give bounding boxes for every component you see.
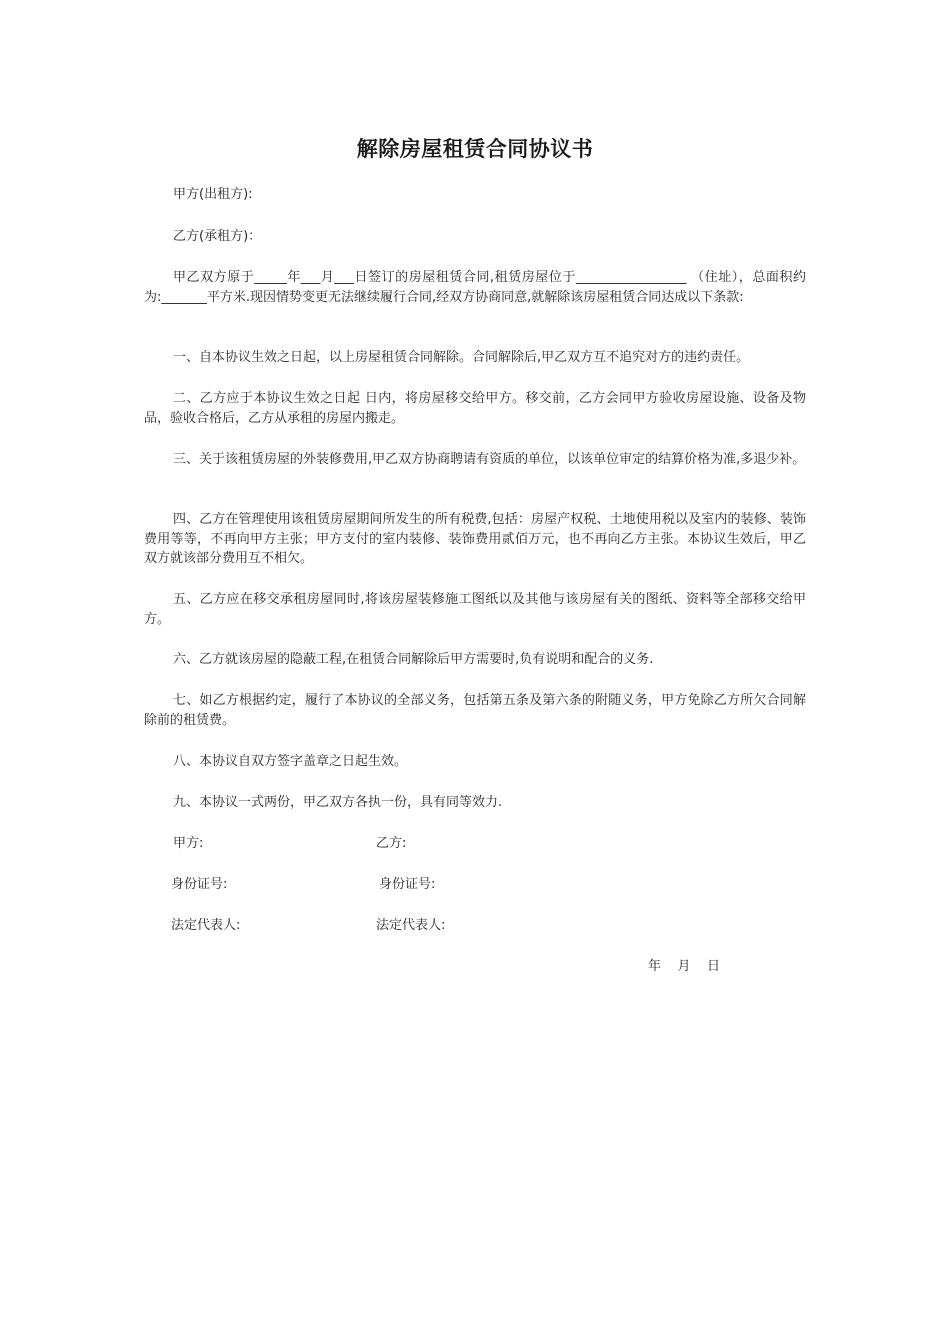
clause-7: 七、如乙方根据约定，履行了本协议的全部义务，包括第五条及第六条的附随义务，甲方免除乙方所欠合同解除前的租赁费。 xyxy=(144,693,806,728)
clause-4: 四、乙方在管理使用该租赁房屋期间所发生的所有税费,包括：房屋产权税、土地使用税以及室内的装修、装饰费用等等，不再向甲方主张；甲方支付的室内装修、装饰费用贰佰万元，也不再向乙方主张。本协议生效后，甲乙双方就该部分费用互不相欠。 xyxy=(144,512,806,566)
clause-5: 五、乙方应在移交承租房屋同时,将该房屋装修施工图纸以及其他与该房屋有关的图纸、资料等全部移交给甲方。 xyxy=(144,592,806,627)
clause-2: 二、乙方应于本协议生效之日起 日内，将房屋移交给甲方。移交前，乙方会同甲方验收房屋设施、设备及物品，验收合格后，乙方从承租的房屋内搬走。 xyxy=(144,391,806,426)
id-number-b: 身份证号: xyxy=(379,877,436,892)
intro-paragraph: 甲乙双方原于_____年___月___日签订的房屋租赁合同,租赁房屋位于_________________ （住址），总面积约为:_______平方米.现因情势变更无法继续履行合同,经双方协商同意,就解除该房屋租赁合同达成以下条款: xyxy=(144,270,806,305)
signing-date: 年 月 日 xyxy=(648,959,721,974)
clause-1: 一、自本协议生效之日起，以上房屋租赁合同解除。合同解除后,甲乙双方互不追究对方的违约责任。 xyxy=(173,350,750,365)
clause-8: 八、本协议自双方签字盖章之日起生效。 xyxy=(173,754,408,769)
signature-party-b: 乙方: xyxy=(376,836,407,851)
clause-6: 六、乙方就该房屋的隐蔽工程,在租赁合同解除后甲方需要时,负有说明和配合的义务. xyxy=(173,652,654,667)
clause-9: 九、本协议一式两份，甲乙双方各执一份，具有同等效力. xyxy=(173,795,503,810)
party-b-line: 乙方(承租方)： xyxy=(173,229,262,244)
legal-rep-b: 法定代表人: xyxy=(376,918,446,933)
party-a-line: 甲方(出租方): xyxy=(173,187,253,202)
legal-rep-a: 法定代表人: xyxy=(171,918,241,933)
clause-3: 三、关于该租赁房屋的外装修费用,甲乙双方协商聘请有资质的单位，以该单位审定的结算价格为准,多退少补。 xyxy=(173,452,806,467)
document-title: 解除房屋租赁合同协议书 xyxy=(356,137,594,161)
signature-party-a: 甲方: xyxy=(173,836,204,851)
id-number-a: 身份证号: xyxy=(171,877,228,892)
